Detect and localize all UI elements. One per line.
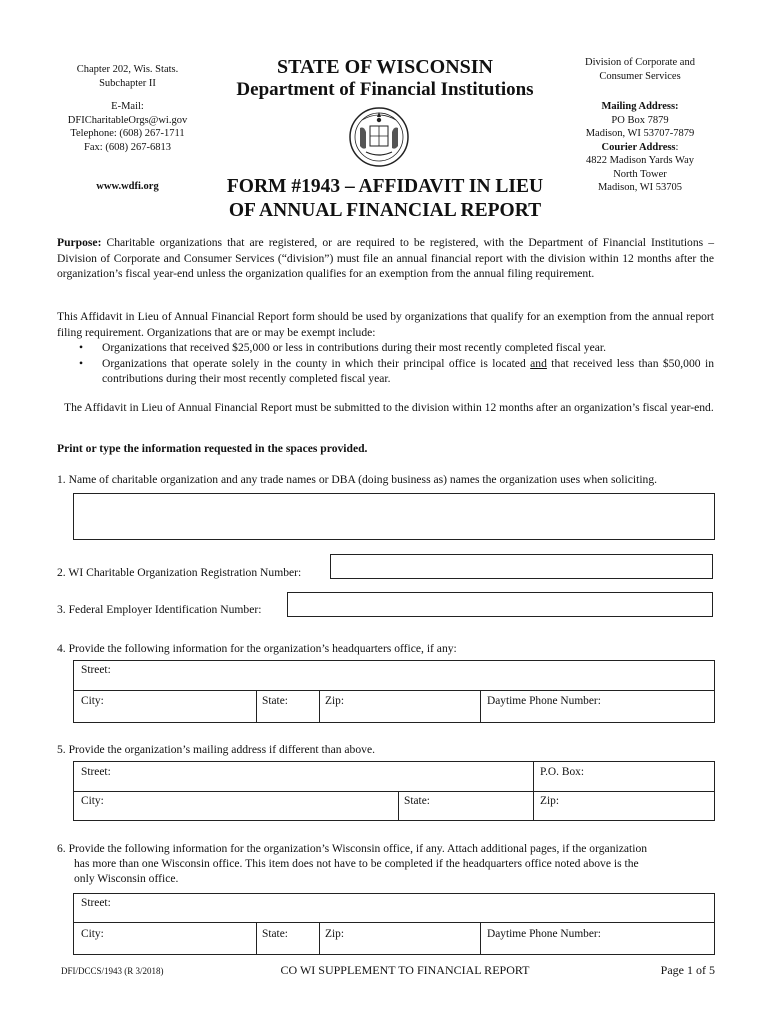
courier-address-line: North Tower	[613, 168, 667, 180]
cell-divider	[256, 690, 257, 722]
cell-divider	[319, 690, 320, 722]
row-divider	[74, 922, 714, 923]
affidavit-intro	[57, 309, 714, 387]
exemption-list	[57, 340, 714, 387]
question-6-line: has more than one Wisconsin office. This item does not have to be completed if the headquarters office noted above is the	[74, 857, 639, 870]
question-5: 5. Provide the organization’s mailing address if different than above.	[57, 743, 375, 756]
cell-divider	[480, 922, 481, 954]
hq-phone-field[interactable]: Daytime Phone Number:	[487, 695, 601, 707]
telephone: Telephone: (608) 267-1711	[70, 128, 185, 139]
fein-field[interactable]	[287, 592, 713, 617]
question-6	[57, 841, 727, 886]
cell-divider	[533, 762, 534, 791]
instructions: Print or type the information requested in the spaces provided.	[57, 442, 368, 455]
form-title-line: FORM #1943 – AFFIDAVIT IN LIEU	[226, 176, 544, 197]
cell-divider	[256, 922, 257, 954]
hq-state-field[interactable]: State:	[262, 695, 288, 707]
page-number: Page 1 of 5	[660, 963, 715, 977]
mailing-city-field[interactable]: City:	[81, 795, 104, 807]
bullet-emphasis: and	[530, 356, 547, 370]
mailing-zip-field[interactable]: Zip:	[540, 795, 559, 807]
form-id: DFI/DCCS/1943 (R 3/2018)	[61, 966, 164, 976]
department-title: Department of Financial Institutions	[236, 79, 534, 100]
state-title: STATE OF WISCONSIN	[277, 56, 493, 78]
mailing-address-line: PO Box 7879	[611, 114, 669, 126]
purpose-label: Purpose:	[57, 236, 102, 249]
division-info	[570, 56, 710, 83]
purpose-text: Charitable organizations that are registered, or are required to be registered, with the Department of Financial Institutions – Division of Corporate and Consumer Services (“division”) must file an annual financial report with the division within 12 months after the organization’s fiscal year-end unless the organization qualifies for an exemption from the annual filing requirement.	[57, 236, 714, 280]
question-2: 2. WI Charitable Organization Registration Number:	[57, 566, 302, 579]
cell-divider	[398, 791, 399, 820]
division-line: Consumer Services	[599, 70, 681, 82]
division-line: Division of Corporate and	[585, 57, 695, 68]
row-divider	[74, 791, 714, 792]
registration-number-field[interactable]	[330, 554, 713, 579]
form-title	[190, 175, 580, 223]
headquarters-address-table	[73, 660, 715, 723]
wi-street-field[interactable]: Street:	[81, 897, 111, 909]
subchapter-line: Subchapter II	[99, 77, 156, 89]
mailing-address-label: Mailing Address:	[601, 101, 679, 112]
courier-address-line: Madison, WI 53705	[597, 182, 683, 193]
form-title-line: OF ANNUAL FINANCIAL REPORT	[228, 200, 542, 221]
bullet-text: Organizations that operate solely in the county in which their principal office is located	[102, 356, 531, 370]
submission-deadline: The Affidavit in Lieu of Annual Financial Report must be submitted to the division within 12 months after an organization’s fiscal year-end.	[64, 401, 714, 414]
hq-city-field[interactable]: City:	[81, 695, 104, 707]
question-6-line: 6. Provide the following information for the organization’s Wisconsin office, if any. Attach additional pages, if the organization	[57, 842, 648, 855]
mailing-address-line: Madison, WI 53707-7879	[585, 128, 695, 139]
cell-divider	[480, 690, 481, 722]
list-item	[57, 340, 714, 356]
wi-phone-field[interactable]: Daytime Phone Number:	[487, 928, 601, 940]
courier-address-line: 4822 Madison Yards Way	[585, 155, 695, 166]
contact-info	[40, 100, 215, 154]
question-1: 1. Name of charitable organization and any trade names or DBA (doing business as) names the organization uses when soliciting.	[57, 473, 658, 486]
question-3: 3. Federal Employer Identification Number:	[57, 603, 262, 616]
purpose-paragraph	[57, 235, 714, 282]
bullet-text: Organizations that received $25,000 or less in contributions during their most recently completed fiscal year.	[102, 341, 606, 354]
list-item	[57, 356, 714, 387]
state-seal-icon	[348, 106, 410, 168]
organization-name-field[interactable]	[73, 493, 715, 540]
question-6-line: only Wisconsin office.	[74, 872, 179, 885]
wisconsin-office-table	[73, 893, 715, 955]
mailing-state-field[interactable]: State:	[404, 795, 430, 807]
statute-reference	[55, 63, 200, 90]
website-link[interactable]: www.wdfi.org	[96, 181, 159, 192]
footer-center: CO WI SUPPLEMENT TO FINANCIAL REPORT	[280, 963, 530, 977]
question-4: 4. Provide the following information for the organization’s headquarters office, if any:	[57, 642, 457, 655]
courier-label-text: Courier Address	[601, 141, 676, 153]
cell-divider	[533, 791, 534, 820]
courier-colon: :	[675, 141, 679, 153]
fax: Fax: (608) 267-6813	[84, 141, 171, 153]
affidavit-intro-text: This Affidavit in Lieu of Annual Financial Report form should be used by organizations that qualify for an exemption from the annual report filing requirement. Organizations that are or may be exempt include:	[57, 310, 714, 339]
bullet-text: that received less than $50,000 in contributions during their most recently completed fiscal year.	[102, 356, 714, 385]
mailing-address-table	[73, 761, 715, 821]
email-link[interactable]: DFICharitableOrgs@wi.gov	[67, 114, 188, 126]
row-divider	[74, 690, 714, 691]
wi-zip-field[interactable]: Zip:	[325, 928, 344, 940]
mailing-po-box-field[interactable]: P.O. Box:	[540, 766, 584, 778]
address-info	[565, 100, 715, 195]
statute-line: Chapter 202, Wis. Stats.	[76, 64, 179, 75]
wi-city-field[interactable]: City:	[81, 928, 104, 940]
cell-divider	[319, 922, 320, 954]
courier-address-label	[565, 141, 715, 155]
hq-zip-field[interactable]: Zip:	[325, 695, 344, 707]
wi-state-field[interactable]: State:	[262, 928, 288, 940]
hq-street-field[interactable]: Street:	[81, 664, 111, 676]
mailing-street-field[interactable]: Street:	[81, 766, 111, 778]
email-label: E-Mail:	[111, 101, 144, 112]
